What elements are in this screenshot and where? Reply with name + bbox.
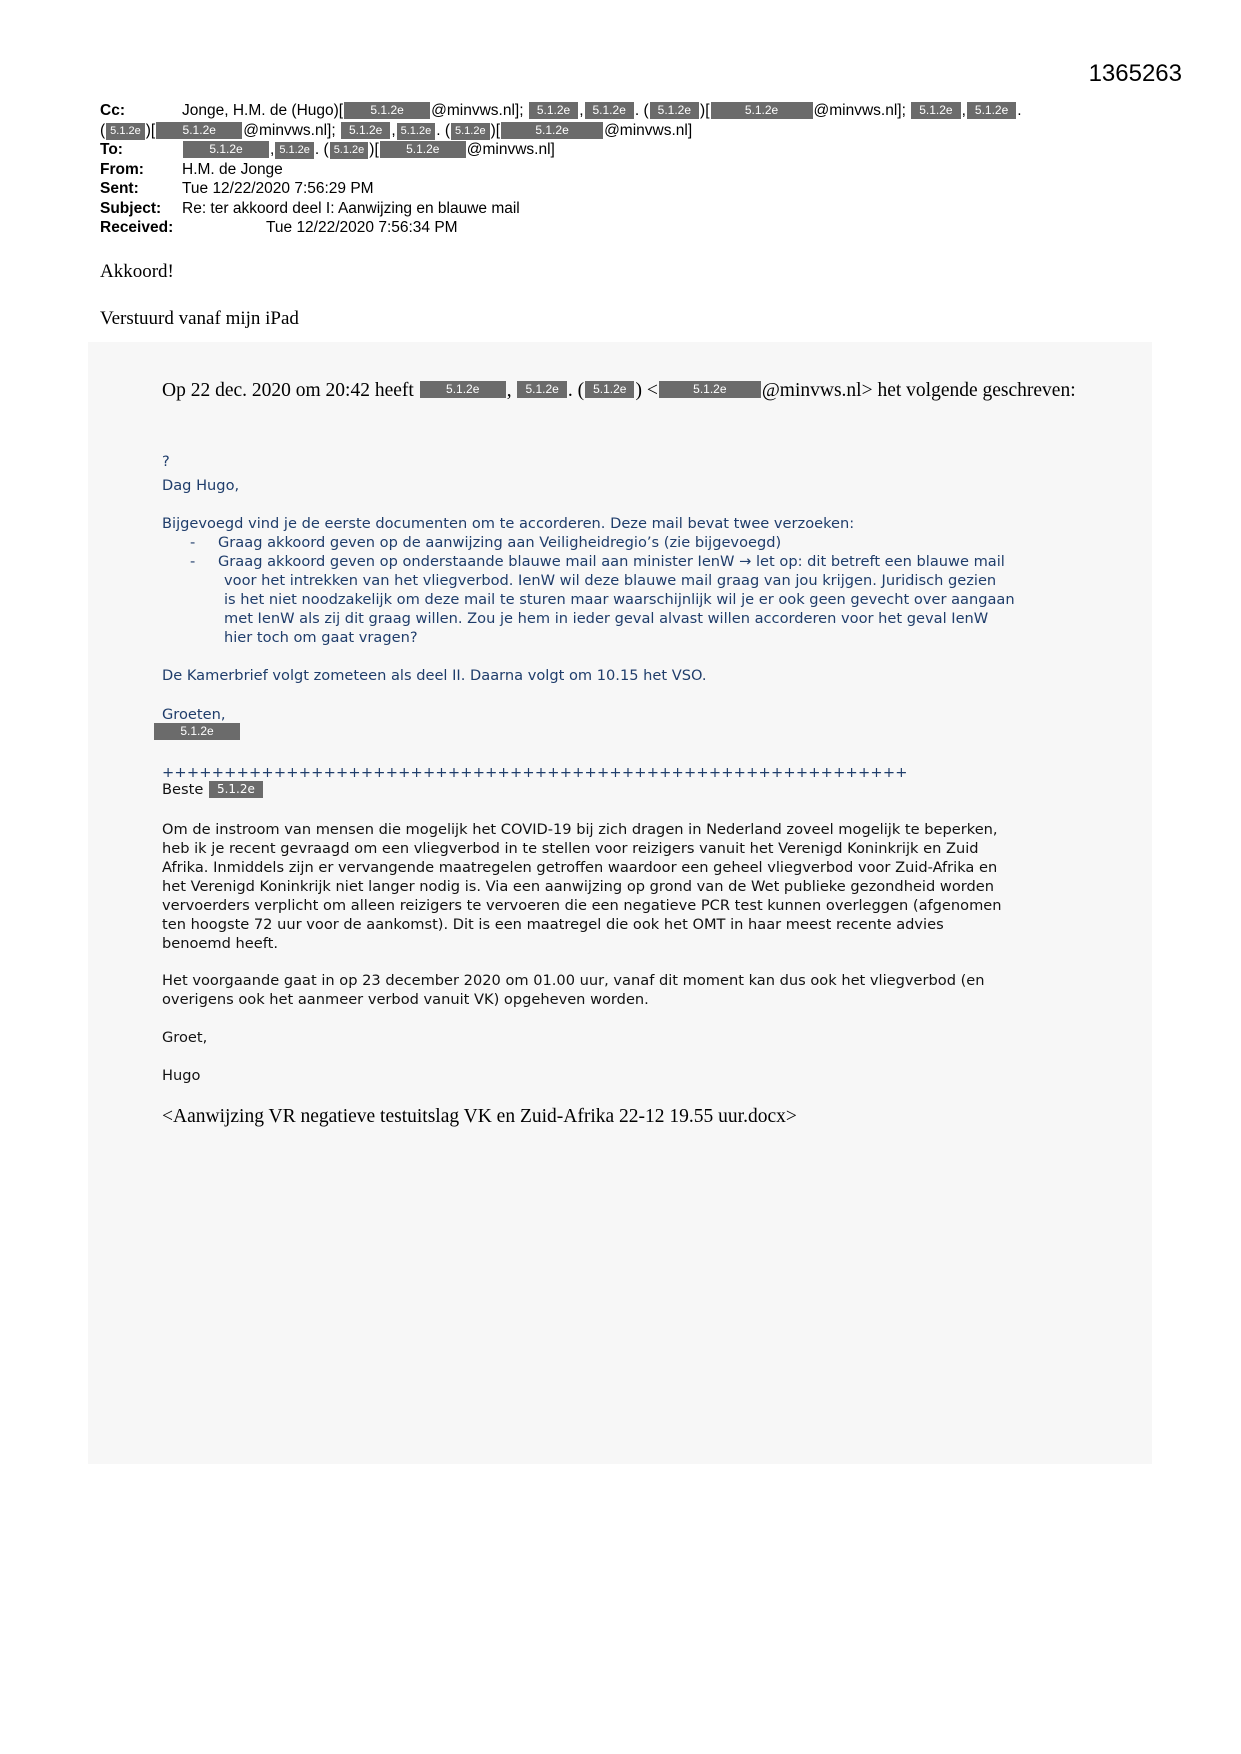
quoted-header: Op 22 dec. 2020 om 20:42 heeft 5.1.2e , 5.1.2e . ( 5.1.2e ) < 5.1.2e @minvws.nl> het volgende geschreven: bbox=[162, 380, 1076, 401]
reply-text: Akkoord! bbox=[100, 261, 174, 282]
attachment-link[interactable]: <Aanwijzing VR negatieve testuitslag VK en Zuid-Afrika 22-12 19.55 uur.docx> bbox=[162, 1106, 797, 1127]
redaction-box: 5.1.2e bbox=[154, 723, 240, 740]
closing: Groeten, bbox=[162, 706, 226, 723]
request-list bbox=[190, 533, 1090, 647]
redaction-box: 5.1.2e bbox=[967, 102, 1016, 119]
document-number: 1365263 bbox=[1088, 60, 1182, 87]
sender-name-redacted bbox=[153, 723, 241, 741]
sent-label: Sent: bbox=[100, 180, 139, 197]
to-value: 5.1.2e , 5.1.2e . ( 5.1.2e )[ 5.1.2e @minvws.nl] bbox=[182, 140, 555, 160]
body-paragraph-1: Om de instroom van mensen die mogelijk het COVID-19 bij zich dragen in Nederland zoveel mogelijk te beperken, heb ik je recent gevraagd om een vliegverbod in te stellen voor reizigers vanuit het Verenigd Koninkrijk en Zuid Afrika. Inmiddels zijn er vervangende maatregelen getroffen waardoor een geheel vliegverbod voor Zuid-Afrika en het Verenigd Koninkrijk niet langer nodig is. Via een aanwijzing op grond van de Wet publieke gezondheid worden vervoerders verplicht om alleen reizigers te vervoeren die een negatieve PCR test kunnen overleggen (afgenomen ten hoogste 72 uur voor de aankomst). Dit is een maatregel die ook het OMT in haar meest recente advies benoemd heeft. bbox=[162, 821, 1002, 952]
list-item: - Graag akkoord geven op onderstaande blauwe mail aan minister IenW → let op: dit betreft een blauwe mail voor het intrekken van het vliegverbod. IenW wil deze blauwe mail graag van jou krijgen. Juridisch gezien is het niet noodzakelijk om deze mail te sturen maar waarschijnlijk wil je er ook geen gevecht over aangaan met IenW als zij dit graag willen. Zou je hem in ieder geval alvast willen accorderen voor het geval IenW hier toch om gaat vragen? bbox=[190, 552, 1090, 647]
request-1-text: Graag akkoord geven op de aanwijzing aan Veiligheidregio’s (zie bijgevoegd) bbox=[218, 534, 782, 551]
closing-groet: Groet, bbox=[162, 1029, 208, 1046]
request-2-text: Graag akkoord geven op onderstaande blauwe mail aan minister IenW → let op: dit betreft een blauwe mail voor het intrekken van het vliegverbod. IenW wil deze blauwe mail graag van jou krijgen. Juridisch gezien is het niet noodzakelijk om deze mail te sturen maar waarschijnlijk wil je er ook geen gevecht over aangaan met IenW als zij dit graag willen. Zou je hem in ieder geval alvast willen accorderen voor het geval IenW hier toch om gaat vragen? bbox=[218, 553, 1015, 646]
subject-value: Re: ter akkoord deel I: Aanwijzing en blauwe mail bbox=[182, 199, 520, 217]
body-paragraph-2: Het voorgaande gaat in op 23 december 2020 om 01.00 uur, vanaf dit moment kan dus ook het vliegverbod (en overigens ook het aanmeer verbod vanuit VK) opgeheven worden. bbox=[162, 972, 985, 1008]
from-label: From: bbox=[100, 160, 144, 178]
redaction-box: 5.1.2e bbox=[106, 123, 145, 140]
redaction-box: 5.1.2e bbox=[420, 381, 506, 398]
redaction-box: 5.1.2e bbox=[380, 141, 466, 158]
redaction-box: 5.1.2e bbox=[451, 123, 490, 140]
redaction-box: 5.1.2e bbox=[183, 141, 269, 158]
received-value: Tue 12/22/2020 7:56:34 PM bbox=[266, 219, 458, 236]
redaction-box: 5.1.2e bbox=[397, 123, 436, 140]
redaction-box: 5.1.2e bbox=[711, 102, 813, 119]
from-row bbox=[100, 160, 1100, 180]
intro-text: Bijgevoegd vind je de eerste documenten om te accorderen. Deze mail bevat twee verzoeken: bbox=[162, 515, 855, 532]
cc-row bbox=[100, 101, 1100, 121]
salutation: Beste 5.1.2e bbox=[162, 780, 264, 799]
sent-row bbox=[100, 179, 1100, 199]
question-mark: ? bbox=[162, 453, 170, 470]
redaction-box: 5.1.2e bbox=[911, 102, 960, 119]
redaction-box: 5.1.2e bbox=[650, 102, 699, 119]
redaction-box: 5.1.2e bbox=[344, 102, 430, 119]
redaction-box: 5.1.2e bbox=[659, 381, 761, 398]
redaction-box: 5.1.2e bbox=[341, 122, 390, 139]
reply-signature: Verstuurd vanaf mijn iPad bbox=[100, 308, 299, 329]
sent-value: Tue 12/22/2020 7:56:29 PM bbox=[182, 180, 374, 197]
to-label: To: bbox=[100, 141, 123, 158]
redaction-box: 5.1.2e bbox=[585, 102, 634, 119]
cc-value-line2: ( 5.1.2e )[ 5.1.2e @minvws.nl]; 5.1.2e , 5.1.2e . ( 5.1.2e )[ 5.1.2e @minvws.nl] bbox=[100, 121, 693, 139]
redaction-box: 5.1.2e bbox=[330, 142, 369, 159]
subject-label: Subject: bbox=[100, 199, 162, 217]
redaction-box: 5.1.2e bbox=[529, 102, 578, 119]
redaction-box: 5.1.2e bbox=[585, 381, 634, 398]
redaction-box: 5.1.2e bbox=[275, 142, 314, 159]
sender-signature: Hugo bbox=[162, 1067, 201, 1084]
redaction-box: 5.1.2e bbox=[156, 122, 242, 139]
subject-row bbox=[100, 199, 1100, 219]
received-row bbox=[100, 218, 1100, 238]
redaction-box: 5.1.2e bbox=[501, 122, 603, 139]
kamerbrief-text: De Kamerbrief volgt zometeen als deel II. Daarna volgt om 10.15 het VSO. bbox=[162, 667, 707, 684]
redaction-box: 5.1.2e bbox=[517, 381, 566, 398]
from-value: H.M. de Jonge bbox=[182, 160, 283, 178]
received-label: Received: bbox=[100, 219, 174, 236]
cc-value-line1: Jonge, H.M. de (Hugo)[ 5.1.2e @minvws.nl]; 5.1.2e , 5.1.2e . ( 5.1.2e )[ 5.1.2e @minvws.nl]; 5.1.2e , 5.1.2e . bbox=[182, 102, 1022, 119]
cc-row-continued bbox=[100, 121, 1100, 141]
list-item: - Graag akkoord geven op de aanwijzing aan Veiligheidregio’s (zie bijgevoegd) bbox=[190, 533, 1090, 552]
separator-line: ++++++++++++++++++++++++++++++++++++++++++++++++++++++++++++ bbox=[162, 764, 908, 781]
cc-label: Cc: bbox=[100, 102, 125, 119]
redaction-box: 5.1.2e bbox=[209, 781, 263, 798]
email-header bbox=[100, 101, 1100, 238]
greeting: Dag Hugo, bbox=[162, 477, 240, 494]
to-row bbox=[100, 140, 1100, 160]
